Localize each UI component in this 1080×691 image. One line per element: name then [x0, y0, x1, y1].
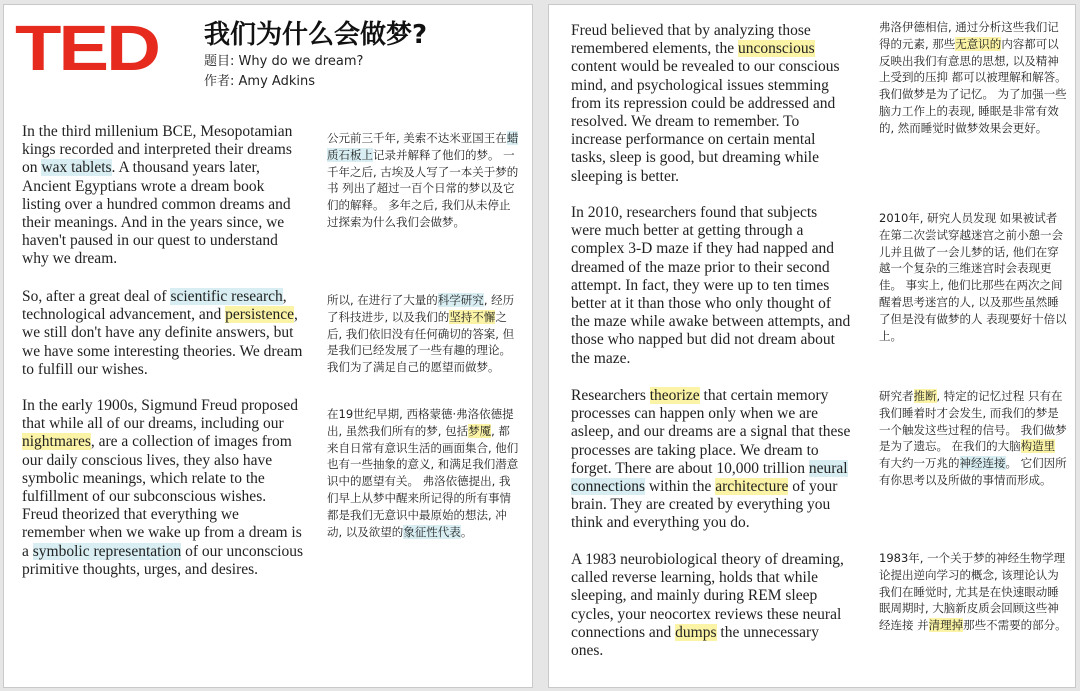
english-paragraph-4: Freud believed that by analyzing those remembered elements, the unconscious content would be revealed to our conscious mind, and psychological issues stemming from its repression could be addressed and resolved. We dream to remember. To increase performance on certain mental tasks, sleep is good, but dreaming while sleeping is better.: [571, 22, 840, 185]
vocab-highlight: 梦魇: [468, 423, 492, 438]
ted-logo: TED: [15, 12, 158, 85]
english-paragraph-7: A 1983 neurobiological theory of dreaming, called reverse learning, holds that while sleeping, and mainly during REM sleep cycles, your neocortex reviews these neural connections and dumps the unnecessary ones.: [571, 551, 844, 660]
author-line: [204, 73, 315, 91]
english-paragraph-6: Researchers theorize that certain memory processes can happen only when we are asleep, and our dreams are a signal that these processes are taking place. We dream to forget. There are about 10,000 trillion neural connections within the architecture of your brain. They are created by everything you think and everything you do.: [571, 387, 851, 532]
vocab-highlight: 象征性代表: [403, 524, 461, 539]
chinese-paragraph-7: 1983年, 一个关于梦的神经生物学理论提出逆向学习的概念, 该理论认为我们在睡觉时, 尤其是在快速眼动睡眠周期时, 大脑新皮质会回顾这些神经连接 并清理掉那些不需要的部分。: [879, 551, 1067, 633]
vocab-highlight: 清理掉: [928, 618, 964, 633]
vocab-highlight: 构造里: [1020, 439, 1056, 454]
vocab-highlight: dumps: [675, 623, 717, 641]
vocab-highlight: 蜡质石板上: [327, 131, 519, 162]
english-paragraph-2: So, after a great deal of scientific research, technological advancement, and persistence, we still don't have any definite answers, but we have some interesting theories. We dream to fulfill our wishes.: [22, 288, 303, 378]
vocab-highlight: 坚持不懈: [449, 309, 496, 324]
vocab-highlight: 神经连接: [959, 456, 1006, 471]
chinese-paragraph-2: 所以, 在进行了大量的科学研究, 经历了科技进步, 以及我们的坚持不懈之后, 我们依旧没有任何确切的答案, 但是我们已经发展了一些有趣的理论。 我们为了满足自己的愿望而做梦。: [327, 293, 515, 375]
vocab-highlight: neural connections: [571, 459, 848, 496]
author-value: Amy Adkins: [238, 74, 315, 89]
vocab-highlight: 无意识的: [955, 36, 1002, 51]
chinese-paragraph-1: 公元前三千年, 美索不达米亚国王在蜡质石板上记录并解释了他们的梦。 一千年之后, 古埃及人写了一本关于梦的书 列出了超过一百个日常的梦以及它们的解释。 多年之后, 我们从未停止过探索为什么我们会做梦。: [327, 131, 519, 229]
vocab-highlight: architecture: [715, 478, 789, 496]
vocab-highlight: scientific research: [170, 288, 283, 305]
vocab-highlight: persistence: [225, 306, 294, 324]
chinese-paragraph-4: 弗洛伊德相信, 通过分析这些我们记得的元素, 那些无意识的内容都可以反映出我们有意思的思想, 以及精神上受到的压抑 都可以被理解和解答。 我们做梦是为了记忆。 为了加强一些脑力工作上的表现, 睡眠是非常有效的, 然而睡觉时做梦效果会更好。: [879, 20, 1067, 135]
vocab-highlight: nightmares: [22, 433, 91, 451]
topic-value: Why do we dream?: [238, 54, 364, 69]
page-title: 我们为什么会做梦?: [204, 20, 428, 50]
english-paragraph-5: In 2010, researchers found that subjects were much better at getting through a complex 3-D maze if they had napped and dreamed of the maze prior to their second attempt. In fact, they were up to ten times better at it than those who only thought of the maze while awake between attempts, and those who napped but did not dream about the maze.: [571, 204, 851, 367]
english-paragraph-1: In the third millenium BCE, Mesopotamian kings recorded and interpreted their dreams on wax tablets. A thousand years later, Ancient Egyptians wrote a dream book listing over a hundred common dreams and their meanings. And in the years since, we haven't paused in our quest to understand why we dream.: [22, 123, 293, 268]
vocab-highlight: theorize: [649, 387, 700, 404]
vocab-highlight: 科学研究: [437, 293, 484, 307]
chinese-paragraph-6: 研究者推断, 特定的记忆过程 只有在我们睡着时才会发生, 而我们的梦是一个触发这些过程的信号。 我们做梦是为了遗忘。 在我们的大脑构造里 有大约一万兆的神经连接。 它们因所有你思考以及所做的事情而形成。: [879, 389, 1067, 487]
vocab-highlight: 推断: [913, 389, 937, 403]
topic-line: [204, 53, 363, 71]
author-label: 作者:: [204, 74, 235, 89]
vocab-highlight: wax tablets: [41, 159, 112, 177]
vocab-highlight: symbolic representation: [32, 542, 182, 560]
vocab-highlight: unconscious: [737, 40, 815, 58]
right-page: [548, 4, 1076, 688]
topic-label: 题目:: [204, 54, 235, 69]
chinese-paragraph-5: 2010年, 研究人员发现 如果被试者在第二次尝试穿越迷宫之前小憩一会儿并且做了一会儿梦的话, 他们在穿越一个复杂的三维迷宫时会表现更佳。 事实上, 他们比那些在两次之间醒着思考迷宫的人, 以及那些虽然睡了但是没有做梦的人 表现要好十倍以上。: [879, 211, 1067, 343]
left-page: [3, 4, 533, 688]
chinese-paragraph-3: 在19世纪早期, 西格蒙德·弗洛依德提出, 虽然我们所有的梦, 包括梦魇, 都来自日常有意识生活的画面集合, 他们也有一些抽象的意义, 和满足我们潜意识中的愿望有关。 弗洛依德提出, 我们早上从梦中醒来所记得的所有事情 都是我们无意识中最原始的想法, 冲动, 以及欲望的象征性代表。: [327, 407, 519, 539]
english-paragraph-3: In the early 1900s, Sigmund Freud proposed that while all of our dreams, including our nightmares, are a collection of images from our daily conscious lives, they also have symbolic meanings, which relate to the fulfillment of our subconscious wishes. Freud theorized that everything we remember when we wake up from a dream is a symbolic representation of our unconscious primitive thoughts, urges, and desires.: [22, 397, 304, 578]
